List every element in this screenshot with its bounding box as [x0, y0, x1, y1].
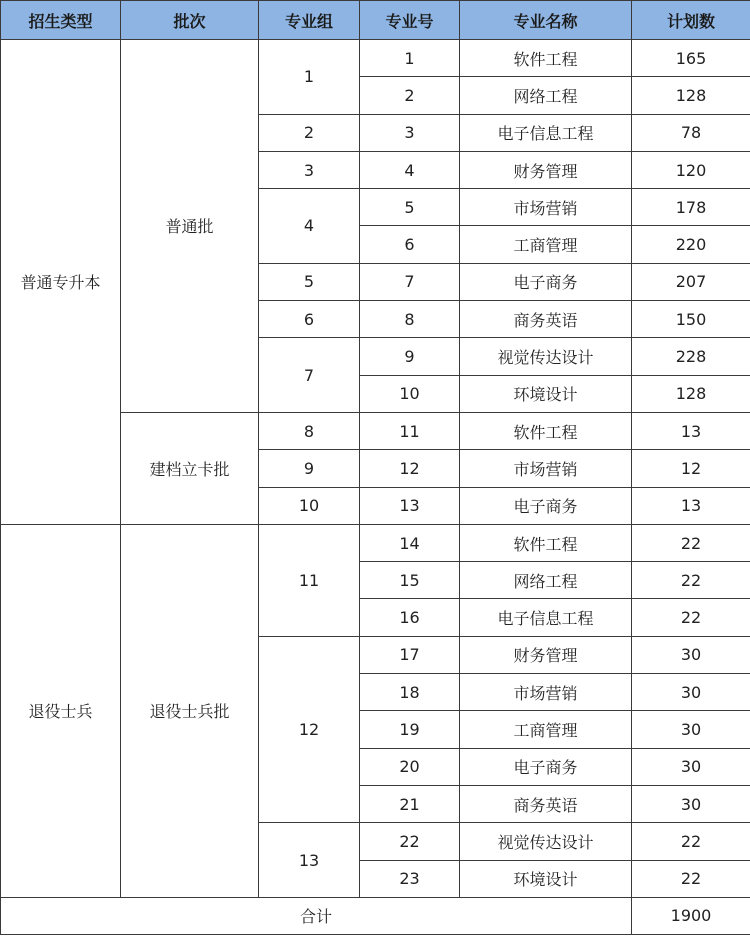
- major-group-cell: 4: [259, 189, 360, 264]
- plan-count-cell: 22: [632, 524, 750, 561]
- plan-count-cell: 228: [632, 338, 750, 375]
- header-batch: 批次: [121, 1, 259, 40]
- table-header: [1, 1, 750, 40]
- plan-count-cell: 150: [632, 301, 750, 338]
- table-body: [1, 40, 750, 898]
- plan-count-cell: 22: [632, 562, 750, 599]
- batch-cell: 退役士兵批: [121, 524, 259, 897]
- major-group-cell: 1: [259, 40, 360, 115]
- major-name-cell: 工商管理: [460, 711, 632, 748]
- plan-count-cell: 30: [632, 748, 750, 785]
- table-row: [1, 524, 750, 561]
- major-name-cell: 财务管理: [460, 151, 632, 188]
- plan-count-cell: 207: [632, 263, 750, 300]
- plan-count-cell: 165: [632, 40, 750, 77]
- major-name-cell: 环境设计: [460, 860, 632, 897]
- major-number-cell: 17: [360, 636, 460, 673]
- major-name-cell: 软件工程: [460, 524, 632, 561]
- plan-count-cell: 12: [632, 450, 750, 487]
- major-number-cell: 2: [360, 77, 460, 114]
- major-number-cell: 11: [360, 412, 460, 449]
- major-group-cell: 11: [259, 524, 360, 636]
- major-number-cell: 8: [360, 301, 460, 338]
- header-major-number: 专业号: [360, 1, 460, 40]
- major-name-cell: 电子商务: [460, 748, 632, 785]
- major-number-cell: 14: [360, 524, 460, 561]
- major-number-cell: 9: [360, 338, 460, 375]
- major-number-cell: 21: [360, 785, 460, 822]
- major-name-cell: 电子信息工程: [460, 114, 632, 151]
- major-group-cell: 5: [259, 263, 360, 300]
- major-name-cell: 市场营销: [460, 189, 632, 226]
- major-name-cell: 视觉传达设计: [460, 338, 632, 375]
- major-number-cell: 10: [360, 375, 460, 412]
- header-row: [1, 1, 750, 40]
- total-row: [1, 897, 750, 934]
- batch-cell: 建档立卡批: [121, 412, 259, 524]
- enrollment-type-cell: 退役士兵: [1, 524, 121, 897]
- major-number-cell: 4: [360, 151, 460, 188]
- major-number-cell: 23: [360, 860, 460, 897]
- major-name-cell: 商务英语: [460, 785, 632, 822]
- major-name-cell: 视觉传达设计: [460, 823, 632, 860]
- major-number-cell: 22: [360, 823, 460, 860]
- major-name-cell: 市场营销: [460, 450, 632, 487]
- plan-count-cell: 120: [632, 151, 750, 188]
- major-name-cell: 电子信息工程: [460, 599, 632, 636]
- enrollment-type-cell: 普通专升本: [1, 40, 121, 525]
- plan-count-cell: 30: [632, 674, 750, 711]
- major-name-cell: 网络工程: [460, 77, 632, 114]
- plan-count-cell: 30: [632, 711, 750, 748]
- major-group-cell: 3: [259, 151, 360, 188]
- plan-count-cell: 22: [632, 823, 750, 860]
- major-number-cell: 15: [360, 562, 460, 599]
- table-row: [1, 40, 750, 77]
- major-name-cell: 软件工程: [460, 40, 632, 77]
- major-group-cell: 9: [259, 450, 360, 487]
- major-group-cell: 8: [259, 412, 360, 449]
- plan-count-cell: 13: [632, 412, 750, 449]
- major-name-cell: 电子商务: [460, 263, 632, 300]
- plan-count-cell: 128: [632, 375, 750, 412]
- major-group-cell: 2: [259, 114, 360, 151]
- header-plan-count: 计划数: [632, 1, 750, 40]
- major-number-cell: 18: [360, 674, 460, 711]
- plan-count-cell: 30: [632, 785, 750, 822]
- major-number-cell: 6: [360, 226, 460, 263]
- major-number-cell: 7: [360, 263, 460, 300]
- major-number-cell: 19: [360, 711, 460, 748]
- total-label: 合计: [1, 897, 632, 934]
- major-name-cell: 电子商务: [460, 487, 632, 524]
- major-name-cell: 环境设计: [460, 375, 632, 412]
- header-major-name: 专业名称: [460, 1, 632, 40]
- header-major-group: 专业组: [259, 1, 360, 40]
- major-number-cell: 1: [360, 40, 460, 77]
- major-number-cell: 16: [360, 599, 460, 636]
- major-name-cell: 财务管理: [460, 636, 632, 673]
- major-number-cell: 13: [360, 487, 460, 524]
- plan-count-cell: 78: [632, 114, 750, 151]
- batch-cell: 普通批: [121, 40, 259, 413]
- major-group-cell: 7: [259, 338, 360, 413]
- header-enrollment-type: 招生类型: [1, 1, 121, 40]
- total-value: 1900: [632, 897, 750, 934]
- major-number-cell: 5: [360, 189, 460, 226]
- plan-count-cell: 13: [632, 487, 750, 524]
- major-name-cell: 网络工程: [460, 562, 632, 599]
- plan-count-cell: 128: [632, 77, 750, 114]
- plan-count-cell: 178: [632, 189, 750, 226]
- major-name-cell: 商务英语: [460, 301, 632, 338]
- major-group-cell: 10: [259, 487, 360, 524]
- major-group-cell: 13: [259, 823, 360, 898]
- major-number-cell: 12: [360, 450, 460, 487]
- major-name-cell: 市场营销: [460, 674, 632, 711]
- major-name-cell: 软件工程: [460, 412, 632, 449]
- plan-count-cell: 220: [632, 226, 750, 263]
- plan-count-cell: 30: [632, 636, 750, 673]
- table-footer: [1, 897, 750, 934]
- major-group-cell: 12: [259, 636, 360, 822]
- major-name-cell: 工商管理: [460, 226, 632, 263]
- plan-count-cell: 22: [632, 599, 750, 636]
- major-number-cell: 3: [360, 114, 460, 151]
- plan-count-cell: 22: [632, 860, 750, 897]
- major-group-cell: 6: [259, 301, 360, 338]
- major-number-cell: 20: [360, 748, 460, 785]
